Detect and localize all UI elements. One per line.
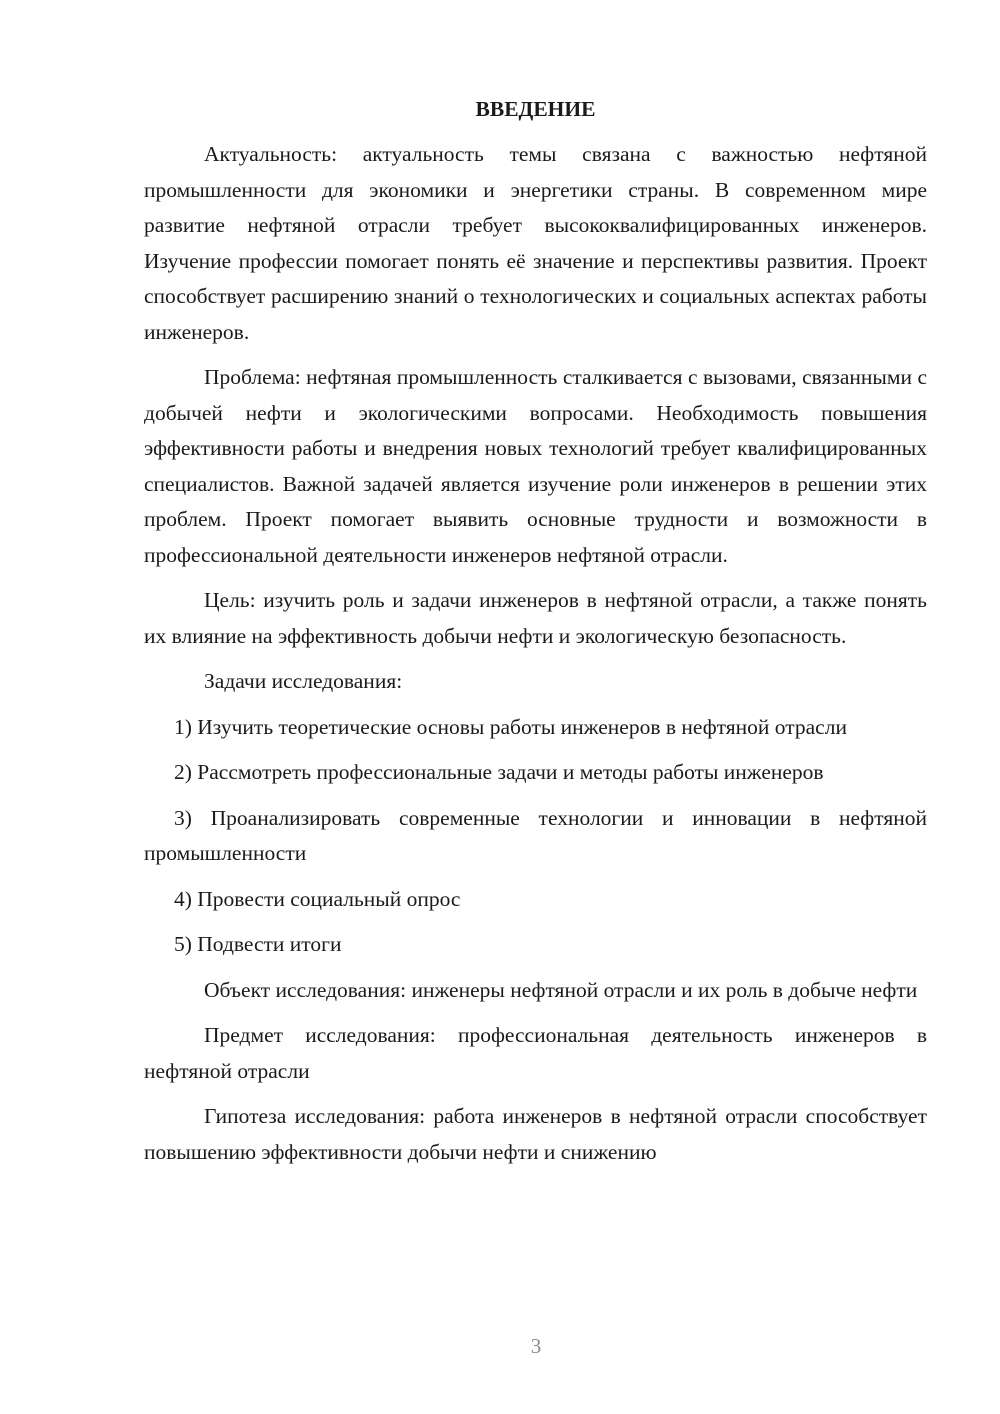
task-item-4: 4) Провести социальный опрос <box>174 886 461 911</box>
paragraph-goal: Цель: изучить роль и задачи инженеров в нефтяной отрасли, а также понять их влияние на эффективность добычи нефти и экологическую безопасность. <box>144 588 927 648</box>
page-number: 3 <box>530 1334 542 1358</box>
tasks-heading: Задачи исследования: <box>204 669 403 693</box>
task-item-1: 1) Изучить теоретические основы работы инженеров в нефтяной отрасли <box>174 714 847 739</box>
task-item-3: 3) Проанализировать современные технологии и инновации в нефтяной промышленности <box>144 805 927 865</box>
paragraph-relevance: Актуальность: актуальность темы связана с важностью нефтяной промышленности для экономики и энергетики страны. В современном мире развитие нефтяной отрасли требует высококвалифицированных инженеров. Изучение профессии помогает понять её значение и перспективы развития. Проект способствует расширению знаний о технологических и социальных аспектах работы инженеров. <box>144 142 927 344</box>
page-content <box>144 94 927 1180</box>
paragraph-hypothesis: Гипотеза исследования: работа инженеров в нефтяной отрасли способствует повышению эффективности добычи нефти и снижению <box>144 1104 927 1164</box>
paragraph-object: Объект исследования: инженеры нефтяной отрасли и их роль в добыче нефти <box>204 977 918 1002</box>
task-item-5: 5) Подвести итоги <box>174 932 342 956</box>
paragraph-problem: Проблема: нефтяная промышленность сталкивается с вызовами, связанными с добычей нефти и экологическими вопросами. Необходимость повышения эффективности работы и внедрения новых технологий требует квалифицированных специалистов. Важной задачей является изучение роли инженеров в решении этих проблем. Проект помогает выявить основные трудности и возможности в профессиональной деятельности инженеров нефтяной отрасли. <box>144 365 927 567</box>
tasks-list <box>144 710 927 963</box>
task-item-2: 2) Рассмотреть профессиональные задачи и методы работы инженеров <box>174 760 824 784</box>
section-title: ВВЕДЕНИЕ <box>475 97 596 121</box>
paragraph-subject: Предмет исследования: профессиональная деятельность инженеров в нефтяной отрасли <box>144 1023 927 1083</box>
